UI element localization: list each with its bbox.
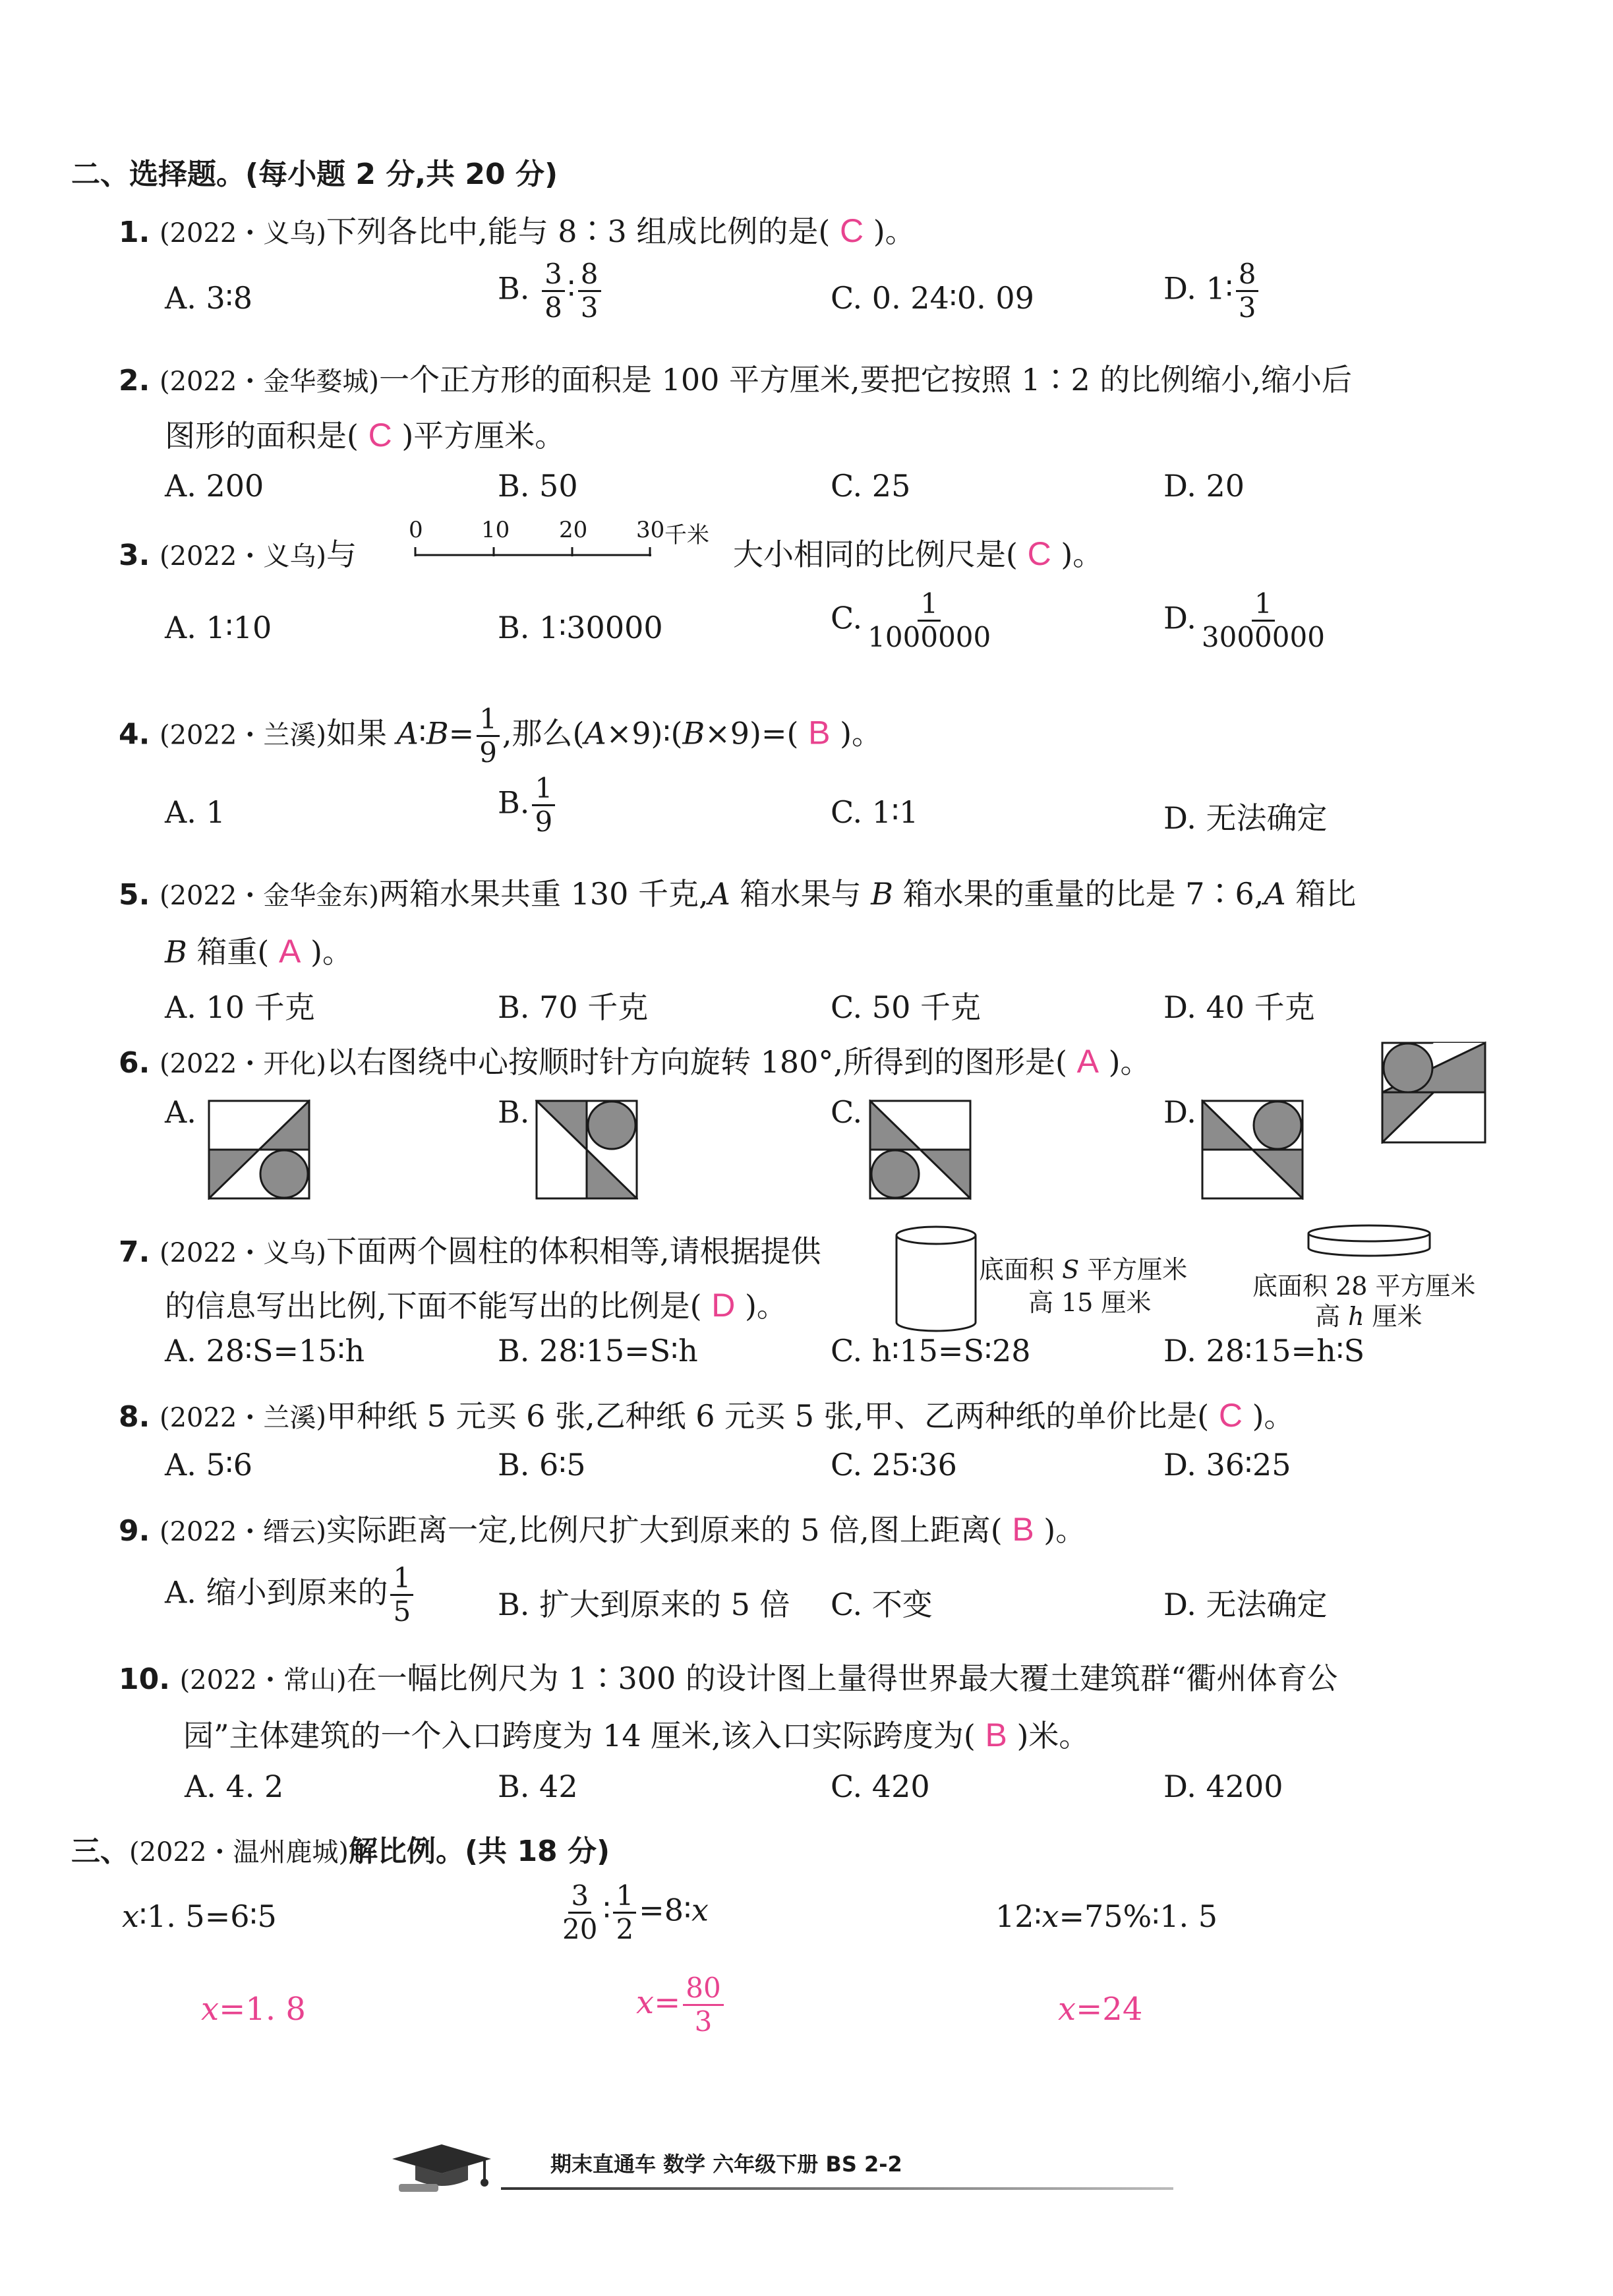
question-number: 2. — [119, 364, 150, 397]
cylinder-1-base-label — [979, 1249, 1187, 1285]
option-label: D. 1∶ — [1163, 270, 1233, 307]
question-text: 园”主体建筑的一个入口跨度为 14 厘米,该入口实际跨度为( — [183, 1718, 976, 1753]
denominator: 3 — [1238, 291, 1256, 324]
question-text: ×9)∶( — [606, 715, 683, 751]
question-2-line-2 — [165, 412, 565, 456]
option-d: D. — [1163, 1094, 1196, 1130]
tall-cylinder-figure — [893, 1225, 979, 1334]
option-a: A. 3∶8 — [165, 280, 252, 316]
option-label: D. — [1163, 600, 1196, 636]
answer: B — [808, 714, 831, 751]
question-number: 10. — [119, 1663, 170, 1696]
numerator: 1 — [1252, 590, 1275, 622]
section-3-title — [71, 1827, 610, 1869]
denominator: 9 — [479, 736, 497, 769]
fraction — [1199, 587, 1328, 653]
option-d: D. 4200 — [1163, 1769, 1283, 1804]
variable-b: B — [871, 876, 893, 912]
denominator: 1000000 — [867, 621, 991, 653]
question-text-end: )米。 — [1016, 1718, 1090, 1753]
denominator: 3 — [580, 291, 599, 324]
question-text-end: )。 — [1043, 1512, 1086, 1548]
option-label: B. — [498, 784, 530, 821]
question-8 — [119, 1392, 1295, 1436]
question-source: (2022・义乌) — [159, 541, 326, 572]
answer: D — [711, 1287, 736, 1324]
answer: A — [1076, 1043, 1099, 1080]
scale-unit: 千米 — [664, 522, 709, 548]
numerator: 1 — [390, 1564, 413, 1596]
variable-a: A — [396, 715, 419, 751]
fraction — [865, 587, 993, 653]
question-text-end: )。 — [310, 934, 353, 970]
numerator: 8 — [1236, 260, 1259, 292]
option-c: C. 不变 — [831, 1587, 933, 1622]
proportion-answer-1 — [201, 1991, 306, 2028]
option-d-figure — [1201, 1100, 1304, 1200]
numerator: 1 — [918, 590, 941, 622]
scale-tick-label: 20 — [559, 517, 588, 543]
question-source: (2022・金华金东) — [159, 881, 379, 911]
variable-a: A — [584, 715, 606, 751]
answer-variable: x — [201, 1991, 220, 2028]
answer-value: =24 — [1076, 1991, 1143, 2028]
option-a: A. 5∶6 — [165, 1447, 252, 1483]
option-d — [1163, 260, 1261, 322]
numerator: 1 — [532, 775, 555, 806]
question-7-line-2 — [165, 1282, 787, 1326]
variable-a: A — [1264, 876, 1286, 912]
answer-equals: = — [654, 1984, 681, 2021]
question-text: 下面两个圆柱的体积相等,请根据提供 — [326, 1233, 821, 1269]
question-text: 两箱水果共重 130 千克, — [378, 876, 709, 912]
numerator: 3 — [542, 260, 565, 292]
option-a: A. 28∶S=15∶h — [165, 1333, 365, 1369]
numerator: 1 — [477, 705, 500, 737]
scale-tick-label: 10 — [481, 517, 510, 543]
question-number: 4. — [119, 717, 150, 751]
question-number: 8. — [119, 1400, 150, 1434]
question-text-end: )。 — [1108, 1044, 1151, 1080]
option-b: B. 扩大到原来的 5 倍 — [498, 1587, 790, 1622]
answer-fraction — [683, 1974, 723, 2036]
cylinder-2-height-label — [1315, 1296, 1422, 1332]
option-b: B. 42 — [498, 1769, 578, 1804]
option-c — [831, 587, 996, 653]
proportion-equation-3 — [995, 1899, 1217, 1934]
option-b: B. 28∶15=S∶h — [498, 1333, 698, 1369]
flat-cylinder-figure — [1305, 1223, 1434, 1261]
question-text: ×9)=( — [705, 715, 799, 751]
question-text: 箱比 — [1285, 876, 1357, 912]
question-source: (2022・金华婺城) — [159, 367, 379, 397]
question-5-line-2 — [165, 928, 353, 972]
section-number: 三、 — [71, 1835, 129, 1868]
question-text: 箱重( — [187, 934, 270, 970]
option-a: A. 4. 2 — [185, 1769, 284, 1804]
equation-text: =8∶ — [639, 1892, 691, 1928]
footer-rule — [501, 2187, 1173, 2190]
answer: C — [368, 417, 392, 454]
fraction — [1236, 260, 1259, 322]
option-b — [498, 772, 558, 838]
question-2 — [119, 356, 1352, 399]
variable-h: h — [1348, 1302, 1364, 1331]
question-text: 一个正方形的面积是 100 平方厘米,要把它按照 1∶2 的比例缩小,缩小后 — [378, 362, 1353, 397]
option-c: C. 1∶1 — [831, 794, 919, 830]
question-source: (2022・义乌) — [159, 1238, 326, 1268]
variable-b: B — [165, 934, 187, 970]
option-d: D. 无法确定 — [1163, 800, 1328, 836]
question-number: 9. — [119, 1514, 150, 1548]
question-text: 以右图绕中心按顺时针方向旋转 180°,所得到的图形是( — [326, 1044, 1067, 1080]
equation-text: ∶1. 5=6∶5 — [138, 1899, 277, 1934]
graduation-cap-icon — [379, 2139, 498, 2198]
option-c: C. — [831, 1094, 863, 1130]
option-b: B. — [498, 1094, 530, 1130]
question-text-end: )。 — [744, 1288, 787, 1324]
variable-x: x — [1041, 1899, 1059, 1934]
numerator: 80 — [683, 1974, 723, 2006]
option-a: A. 1 — [165, 794, 225, 830]
option-d: D. 28∶15=h∶S — [1163, 1333, 1365, 1369]
option-a — [165, 1564, 416, 1626]
variable-x: x — [122, 1899, 139, 1934]
equation-text: 12∶ — [995, 1899, 1042, 1934]
fraction — [578, 260, 601, 322]
question-text-end: )。 — [873, 214, 916, 249]
answer: B — [985, 1717, 1007, 1753]
option-a-figure — [208, 1100, 310, 1200]
question-10 — [119, 1655, 1337, 1698]
option-a: A. 10 千克 — [165, 989, 315, 1025]
ratio-colon: ∶ — [418, 715, 426, 751]
numerator: 8 — [578, 260, 601, 292]
option-c: C. 420 — [831, 1769, 930, 1804]
label-text: 底面积 — [979, 1255, 1063, 1284]
question-10-line-2 — [183, 1712, 1089, 1755]
option-c: C. 0. 24∶0. 09 — [831, 280, 1034, 316]
answer-value: =1. 8 — [219, 1991, 306, 2028]
question-text-end: )。 — [1061, 537, 1103, 572]
answer-variable: x — [1058, 1991, 1076, 2028]
option-text: A. 缩小到原来的 — [165, 1574, 388, 1610]
denominator: 2 — [616, 1913, 634, 1945]
question-number: 3. — [119, 539, 150, 572]
cylinder-1-height-label: 高 15 厘米 — [1028, 1288, 1152, 1317]
option-c: C. 25∶36 — [831, 1447, 957, 1483]
answer: A — [279, 933, 301, 970]
variable-b: B — [426, 715, 449, 751]
fraction — [542, 260, 565, 322]
option-c: C. 25 — [831, 468, 911, 504]
answer-variable: x — [636, 1984, 655, 2021]
option-b — [498, 260, 604, 322]
numerator: 3 — [568, 1882, 591, 1914]
scale-tick-label: 0 — [409, 517, 423, 543]
denominator: 3 — [694, 2005, 713, 2038]
proportion-answer-3 — [1058, 1991, 1142, 2028]
scale-bar-graphic — [409, 521, 659, 567]
proportion-answer-2 — [636, 1974, 726, 2036]
question-number: 5. — [119, 878, 150, 912]
option-c-figure — [869, 1100, 972, 1200]
cylinder-2-base-label: 底面积 28 平方厘米 — [1252, 1272, 1476, 1301]
option-b-figure — [535, 1100, 638, 1200]
answer: C — [1027, 535, 1051, 572]
question-text-end: )。 — [1252, 1398, 1295, 1434]
numerator: 1 — [613, 1882, 636, 1914]
fraction — [477, 705, 500, 767]
question-source: (2022・常山) — [179, 1665, 347, 1695]
question-3 — [119, 531, 357, 574]
question-text: 箱水果的重量的比是 7∶6, — [893, 876, 1264, 912]
proportion-equation-1 — [122, 1899, 277, 1934]
option-d: D. 20 — [1163, 468, 1245, 504]
variable-s: S — [1062, 1255, 1080, 1284]
question-text: 大小相同的比例尺是( — [733, 537, 1018, 572]
scale-bar — [409, 517, 725, 567]
option-b: B. 50 — [498, 468, 578, 504]
option-a: A. 1∶10 — [165, 610, 272, 645]
option-c: C. h∶15=S∶28 — [831, 1333, 1031, 1369]
variable-x: x — [691, 1892, 709, 1928]
label-text: 高 — [1315, 1302, 1349, 1331]
question-source: (2022・兰溪) — [159, 1403, 326, 1433]
question-6 — [119, 1038, 1151, 1082]
reference-figure — [1381, 1042, 1486, 1144]
question-text-end: )。 — [840, 715, 883, 751]
footer-text: 期末直通车 数学 六年级下册 BS 2-2 — [550, 2152, 902, 2177]
question-7 — [119, 1227, 821, 1271]
question-number: 6. — [119, 1046, 150, 1080]
question-text: 在一幅比例尺为 1∶300 的设计图上量得世界最大覆土建筑群“衢州体育公 — [346, 1661, 1338, 1696]
scale-tick-label: 30 — [636, 517, 665, 543]
option-a: A. — [165, 1094, 196, 1130]
proportion-equation-2 — [557, 1879, 709, 1945]
answer: C — [1218, 1397, 1243, 1434]
question-text: 如果 — [326, 715, 387, 751]
section-source: (2022・温州鹿城) — [129, 1837, 349, 1868]
question-number: 1. — [119, 216, 150, 249]
question-number: 7. — [119, 1235, 150, 1269]
fraction — [560, 1879, 600, 1945]
question-3-tail — [733, 531, 1103, 574]
variable-b: B — [682, 715, 705, 751]
option-b: B. 70 千克 — [498, 989, 649, 1025]
equals-sign: = — [448, 715, 475, 751]
ratio-colon: ∶ — [567, 270, 575, 307]
question-text: 与 — [326, 537, 357, 572]
question-4 — [119, 705, 882, 767]
option-b: B. 6∶5 — [498, 1447, 586, 1483]
section-heading: 解比例。(共 18 分) — [349, 1835, 610, 1868]
option-b: B. 1∶30000 — [498, 610, 663, 645]
question-text: 下列各比中,能与 8∶3 组成比例的是( — [326, 214, 831, 249]
question-source: (2022・兰溪) — [159, 720, 326, 751]
option-label: C. — [831, 600, 863, 636]
option-d: D. 无法确定 — [1163, 1587, 1328, 1622]
question-text: 实际距离一定,比例尺扩大到原来的 5 倍,图上距离( — [326, 1512, 1003, 1548]
denominator: 9 — [535, 806, 553, 838]
denominator: 8 — [544, 291, 562, 324]
option-label: B. — [498, 270, 530, 307]
option-d — [1163, 587, 1330, 653]
question-text: 箱水果与 — [730, 876, 871, 912]
option-a: A. 200 — [165, 468, 264, 504]
fraction — [390, 1564, 413, 1626]
option-c: C. 50 千克 — [831, 989, 981, 1025]
label-text: 厘米 — [1364, 1302, 1422, 1331]
option-d: D. 40 千克 — [1163, 989, 1315, 1025]
denominator: 20 — [562, 1913, 598, 1945]
ratio-colon: ∶ — [602, 1892, 611, 1928]
question-text: ,那么( — [502, 715, 585, 751]
question-1 — [119, 208, 916, 251]
section-2-title: 二、选择题。(每小题 2 分,共 20 分) — [71, 158, 558, 191]
question-text: 图形的面积是( — [165, 418, 359, 454]
question-source: (2022・义乌) — [159, 218, 326, 249]
answer: B — [1012, 1511, 1034, 1548]
denominator: 5 — [393, 1595, 411, 1628]
question-text: 甲种纸 5 元买 6 张,乙种纸 6 元买 5 张,甲、乙两种纸的单价比是( — [326, 1398, 1210, 1434]
denominator: 3000000 — [1201, 621, 1325, 653]
question-source: (2022・开化) — [159, 1049, 326, 1079]
question-5 — [119, 870, 1356, 914]
question-source: (2022・缙云) — [159, 1517, 326, 1547]
option-d: D. 36∶25 — [1163, 1447, 1291, 1483]
fraction — [532, 772, 555, 838]
variable-a: A — [708, 876, 730, 912]
question-text-end: )平方厘米。 — [401, 418, 566, 454]
label-text: 平方厘米 — [1079, 1255, 1188, 1284]
question-text: 的信息写出比例,下面不能写出的比例是( — [165, 1288, 702, 1324]
question-9 — [119, 1506, 1086, 1550]
fraction — [613, 1879, 636, 1945]
answer: C — [839, 212, 864, 249]
equation-text: =75%∶1. 5 — [1059, 1899, 1218, 1934]
